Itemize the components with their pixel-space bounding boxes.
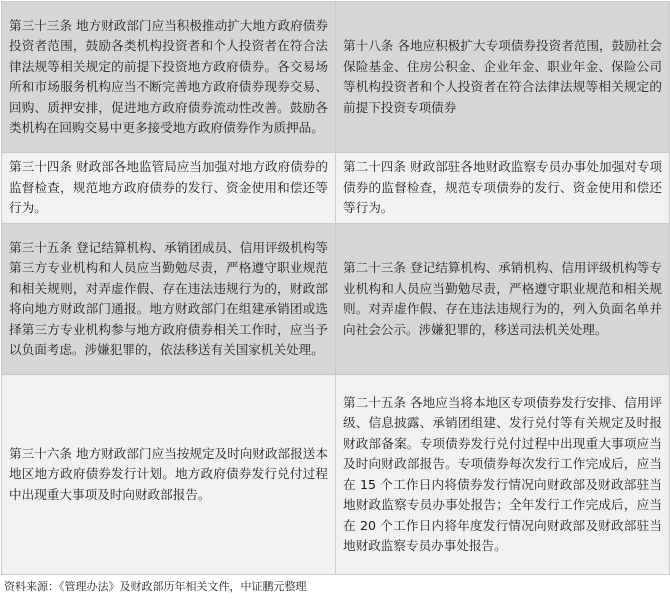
source-note: 资料来源：《管理办法》及财政部历年相关文件，中证鹏元整理 [4, 580, 307, 593]
table-row [2, 153, 670, 224]
right-cell-article-23: 第二十三条 登记结算机构、承销机构、信用评级机构等专业机构和人员应当勤勉尽责，严格遵守职业规范和相关规则。对弄虚作假、存在违法违规行为的，列入负面名单并向社会公示。涉嫌犯罪的，移送司法机关处理。 [336, 224, 670, 375]
right-cell-article-25: 第二十五条 各地应当将本地区专项债券发行安排、信用评级、信息披露、承销团组建、发行兑付等有关规定及时报财政部备案。专项债券发行兑付过程中出现重大事项应当及时向财政部报告。专项债券每次发行工作完成后，应当在 15 个工作日内将债券发行情况向财政部及财政部驻当地财政监察专员办事处报告；全年发行工作完成后，应当在 20 个工作日内将年度发行情况向财政部及财政部驻当地财政监察专员办事处报告。 [336, 375, 670, 575]
left-cell-article-36: 第三十六条 地方财政部门应当按规定及时向财政部报送本地区地方政府债券发行计划。地方政府债券发行兑付过程中出现重大事项及时向财政部报告。 [2, 375, 336, 575]
right-cell-article-18: 第十八条 各地应积极扩大专项债券投资者范围，鼓励社会保险基金、住房公积金、企业年金、职业年金、保险公司等机构投资者和个人投资者在符合法律法规等相关规定的前提下投资专项债券 [336, 2, 670, 153]
table-row [2, 375, 670, 575]
comparison-table [1, 1, 670, 575]
table-row [2, 224, 670, 375]
table-row [2, 2, 670, 153]
left-cell-article-34: 第三十四条 财政部各地监管局应当加强对地方政府债券的监督检查，规范地方政府债券的发行、资金使用和偿还等行为。 [2, 153, 336, 224]
left-cell-article-33: 第三十三条 地方财政部门应当积极推动扩大地方政府债券投资者范围，鼓励各类机构投资者和个人投资者在符合法律法规等相关规定的前提下投资地方政府债券。各交易场所和市场服务机构应当不断完善地方政府债券现券交易、回购、质押安排，促进地方政府债券流动性改善。鼓励各类机构在回购交易中更多接受地方政府债券作为质押品。 [2, 2, 336, 153]
left-cell-article-35: 第三十五条 登记结算机构、承销团成员、信用评级机构等第三方专业机构和人员应当勤勉尽责，严格遵守职业规范和相关规则，对弄虚作假、存在违法违规行为的，财政部将向地方财政部门通报。地方财政部门在组建承销团或选择第三方专业机构参与地方政府债券相关工作时，应当予以负面考虑。涉嫌犯罪的，依法移送有关国家机关处理。 [2, 224, 336, 375]
right-cell-article-24: 第二十四条 财政部驻各地财政监察专员办事处加强对专项债券的监督检查，规范专项债券的发行、资金使用和偿还等行为。 [336, 153, 670, 224]
